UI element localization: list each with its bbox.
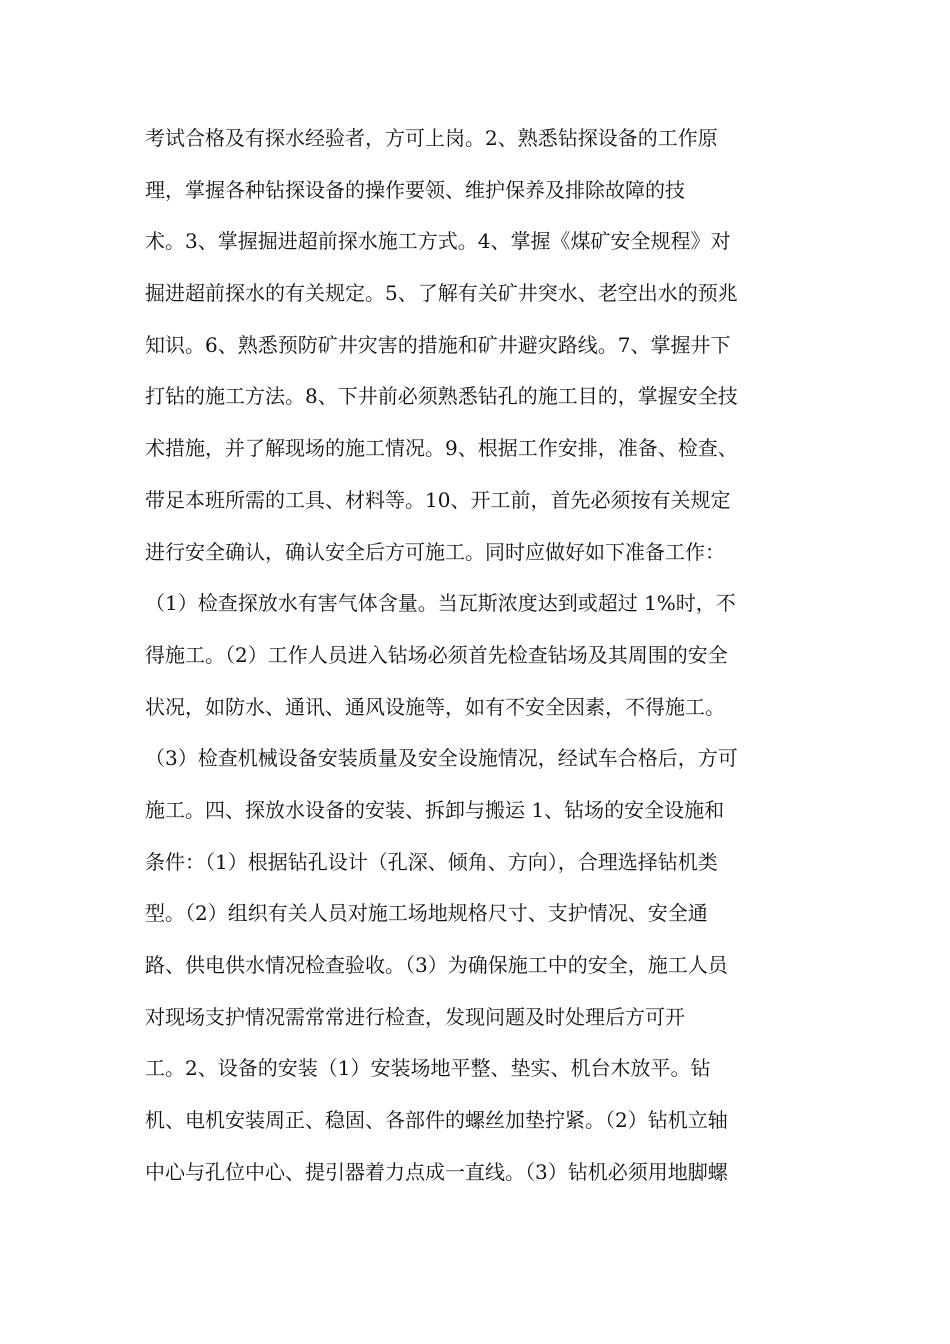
text-line: 考试合格及有探水经验者，方可上岗。2、熟悉钻探设备的工作原 bbox=[145, 126, 718, 150]
text-line: 机、电机安装周正、稳固、各部件的螺丝加垫拧紧。（2）钻机立轴 bbox=[145, 1108, 728, 1133]
text-line: 工。2、设备的安装（1）安装场地平整、垫实、机台木放平。钻 bbox=[145, 1056, 711, 1081]
text-line: 理，掌握各种钻探设备的操作要领、维护保养及排除故障的技 bbox=[145, 177, 685, 202]
text-line: 知识。6、熟悉预防矿井灾害的措施和矿井避灾路线。7、掌握井下 bbox=[145, 332, 731, 357]
text-line: 对现场支护情况需常常进行检查，发现问题及时处理后方可开 bbox=[145, 1004, 685, 1029]
text-line: 得施工。（2）工作人员进入钻场必须首先检查钻场及其周围的安全 bbox=[145, 642, 728, 667]
text-line: 进行安全确认，确认安全后方可施工。同时应做好如下准备工作： bbox=[145, 539, 725, 564]
text-line: 术措施，并了解现场的施工情况。9、根据工作安排，准备、检查、 bbox=[145, 436, 738, 461]
text-line: 条件：（1）根据钻孔设计（孔深、倾角、方向），合理选择钻机类 bbox=[145, 849, 718, 874]
text-line: 带足本班所需的工具、材料等。10、开工前，首先必须按有关规定 bbox=[145, 487, 731, 512]
text-line: 状况，如防水、通讯、通风设施等，如有不安全因素，不得施工。 bbox=[145, 694, 725, 719]
text-line: 路、供电供水情况检查验收。（3）为确保施工中的安全，施工人员 bbox=[145, 953, 728, 977]
text-line: 中心与孔位中心、提引器着力点成一直线。（3）钻机必须用地脚螺 bbox=[145, 1159, 728, 1184]
text-line: 术。3、掌握掘进超前探水施工方式。4、掌握《煤矿安全规程》对 bbox=[145, 229, 731, 254]
text-line: 施工。四、探放水设备的安装、拆卸与搬运 1、钻场的安全设施和 bbox=[145, 797, 725, 822]
text-line: 型。（2）组织有关人员对施工场地规格尺寸、支护情况、安全通 bbox=[145, 901, 708, 926]
text-line: 掘进超前探水的有关规定。5、了解有关矿井突水、老空出水的预兆 bbox=[145, 281, 738, 306]
body-text bbox=[145, 118, 815, 1203]
text-line: （1）检查探放水有害气体含量。当瓦斯浓度达到或超过 1%时，不 bbox=[145, 591, 736, 616]
text-line: 打钻的施工方法。8、下井前必须熟悉钻孔的施工目的，掌握安全技 bbox=[145, 384, 738, 409]
text-line: （3）检查机械设备安装质量及安全设施情况，经试车合格后，方可 bbox=[145, 746, 738, 771]
